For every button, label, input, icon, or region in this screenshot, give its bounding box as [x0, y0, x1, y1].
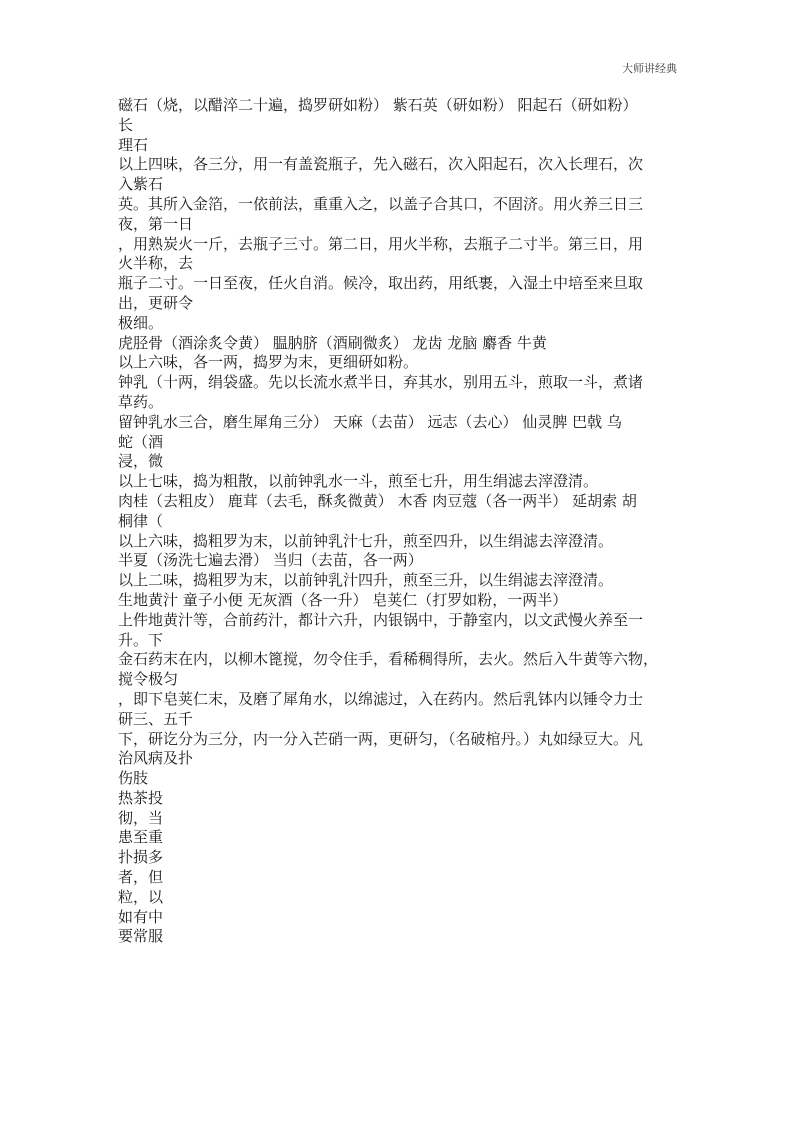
text-line: 要常服 — [118, 927, 164, 946]
text-line: 彻，当 — [118, 808, 164, 827]
text-line: 火半称，去 — [118, 254, 194, 273]
text-line: 伤肢 — [118, 769, 149, 788]
text-line: 夜，第一日 — [118, 214, 194, 233]
text-line: 虎胫骨（酒涂炙令黄） 腽肭脐（酒刷微炙） 龙齿 龙脑 麝香 牛黄 — [118, 333, 547, 352]
text-line: 搅令极匀 — [118, 670, 179, 689]
document-body — [118, 96, 678, 947]
text-line: 出，更研令 — [118, 293, 194, 312]
text-line: 草药。 — [118, 392, 164, 411]
text-line: 以上四味，各三分，用一有盖瓷瓶子，先入磁石，次入阳起石，次入长理石，次 — [118, 155, 644, 174]
text-line: 瓶子二寸。一日至夜，任火自消。候冷，取出药，用纸裹，入湿土中培至来旦取 — [118, 274, 644, 293]
text-line: 入紫石 — [118, 175, 164, 194]
text-line: 肉桂（去粗皮） 鹿茸（去毛，酥炙微黄） 木香 肉豆蔻（各一两半） 延胡索 胡 — [118, 491, 637, 510]
text-line: 生地黄汁 童子小便 无灰酒（各一升） 皂荚仁（打罗如粉，一两半） — [118, 590, 568, 609]
text-line: 下，研讫分为三分，内一分入芒硝一两，更研匀，（名破棺丹。）丸如绿豆大。凡 — [118, 729, 644, 748]
text-line: 浸，微 — [118, 452, 164, 471]
text-line: 留钟乳水三合，磨生犀角三分） 天麻（去苗） 远志（去心） 仙灵脾 巴戟 乌 — [118, 412, 622, 431]
text-line: 者，但 — [118, 868, 164, 887]
text-line: 理石 — [118, 135, 149, 154]
text-line: ，用熟炭火一斤，去瓶子三寸。第二日，用火半称，去瓶子二寸半。第三日，用 — [118, 234, 644, 253]
text-line: 以上六味，各一两，捣罗为末，更细研如粉。 — [118, 353, 419, 372]
text-line: 粒，以 — [118, 887, 164, 906]
text-line: ，即下皂荚仁末，及磨了犀角水，以绵滤过，入在药内。然后乳钵内以锤令力士 — [118, 689, 644, 708]
text-line: 研三、五千 — [118, 709, 194, 728]
text-line: 金石药末在内，以柳木篦搅，勿令住手，看稀稠得所，去火。然后入牛黄等六物， — [118, 650, 659, 669]
text-line: 如有中 — [118, 907, 164, 926]
text-line: 英。其所入金箔，一依前法，重重入之，以盖子合其口，不固济。用火养三日三 — [118, 194, 644, 213]
text-line: 以上七味，捣为粗散，以前钟乳水一斗，煎至七升，用生绢滤去滓澄清。 — [118, 472, 599, 491]
text-line: 热茶投 — [118, 788, 164, 807]
text-line: 以上二味，捣粗罗为末，以前钟乳汁四升，煎至三升，以生绢滤去滓澄清。 — [118, 571, 614, 590]
text-line: 桐律（ — [118, 511, 164, 530]
text-line: 长 — [118, 115, 134, 134]
text-line: 患至重 — [118, 828, 164, 847]
text-line: 以上六味，捣粗罗为末，以前钟乳汁七升，煎至四升，以生绢滤去滓澄清。 — [118, 531, 614, 550]
text-line: 升。下 — [118, 630, 164, 649]
text-line: 半夏（汤洗七遍去滑） 当归（去苗，各一两） — [118, 551, 423, 570]
text-line: 蛇（酒 — [118, 432, 164, 451]
text-line: 上件地黄汁等，合前药汁，都计六升，内银锅中，于静室内，以文武慢火养至一 — [118, 610, 644, 629]
text-line: 钟乳（十两，绢袋盛。先以长流水煮半日，弃其水，别用五斗，煎取一斗，煮诸 — [118, 373, 644, 392]
text-line: 磁石（烧，以醋淬二十遍，捣罗研如粉） 紫石英（研如粉） 阳起石（研如粉） — [118, 96, 638, 114]
text-line: 治风病及扑 — [118, 749, 194, 768]
text-line: 扑损多 — [118, 848, 164, 867]
text-line: 极细。 — [118, 313, 164, 332]
page-header: 大师讲经典 — [622, 62, 677, 75]
